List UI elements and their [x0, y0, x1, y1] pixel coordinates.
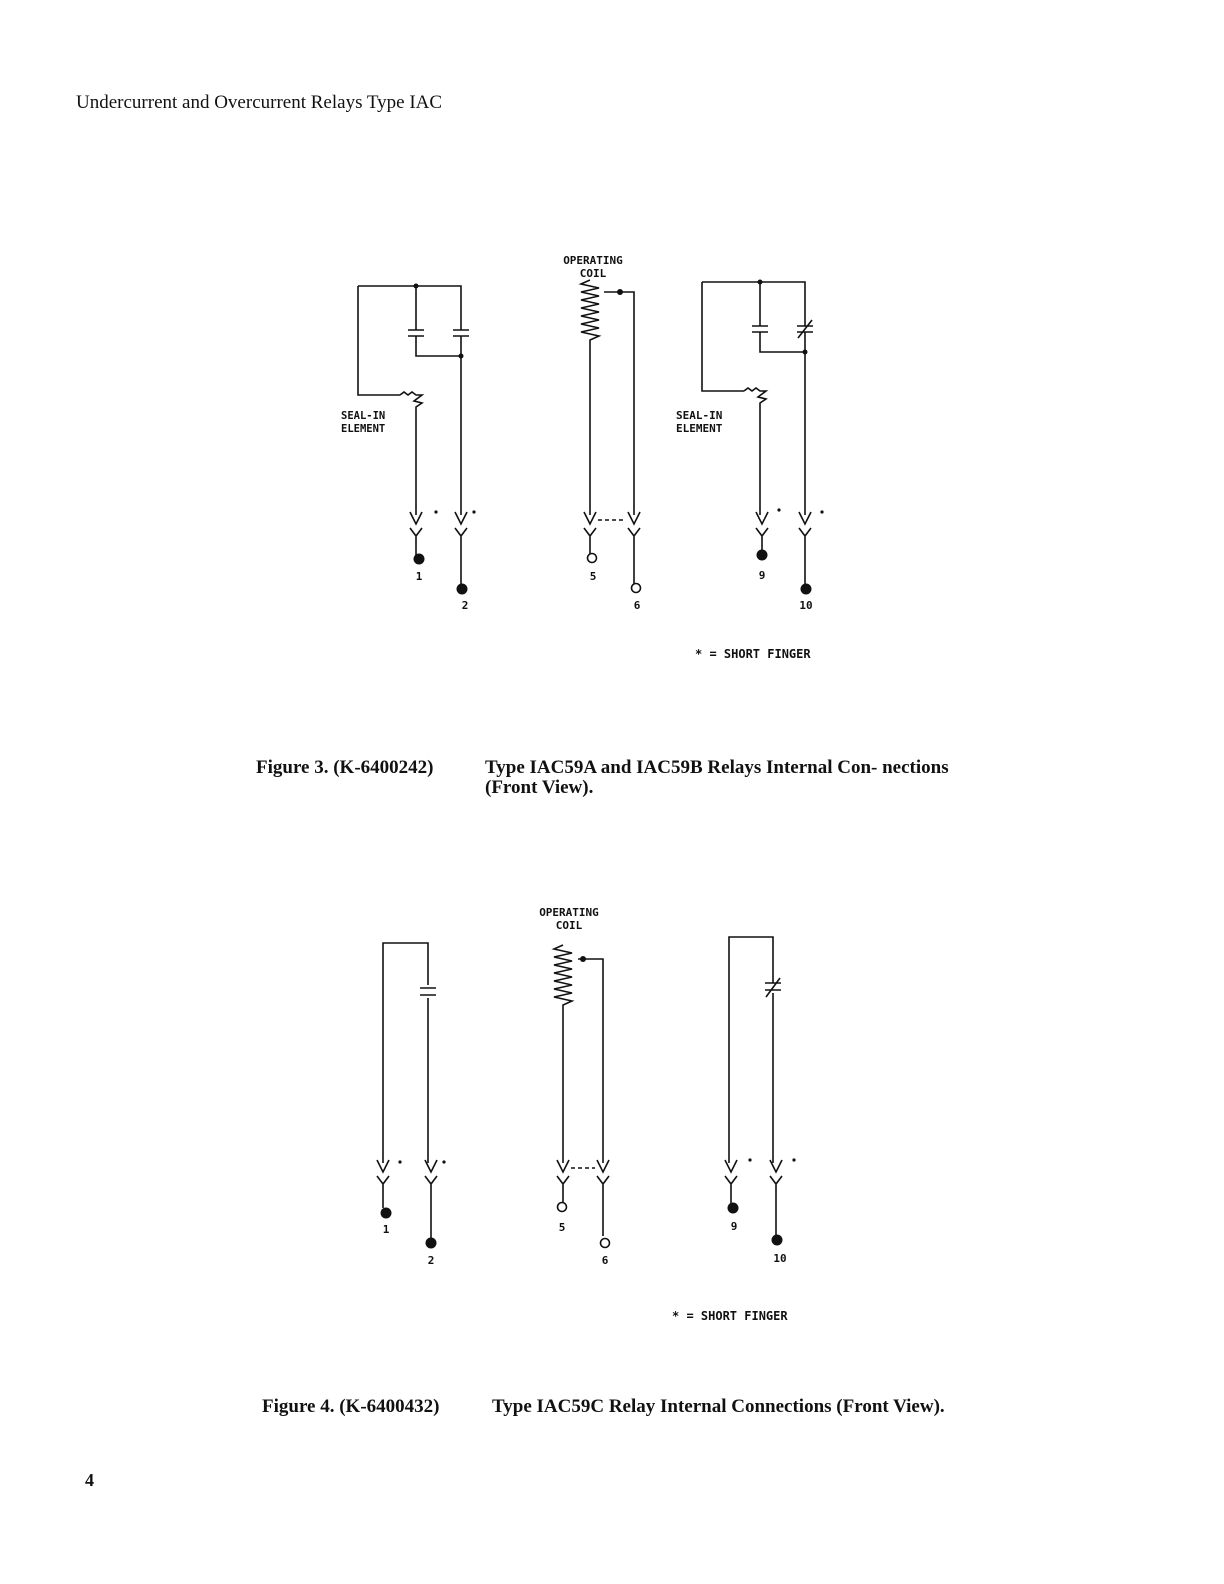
contact-no	[453, 330, 469, 336]
terminal-filled	[414, 554, 425, 565]
figure-3-diagram	[0, 0, 1224, 680]
terminal-filled	[728, 1203, 739, 1214]
finger	[799, 512, 811, 586]
wire	[760, 332, 805, 352]
finger	[756, 512, 768, 552]
terminal-label: 9	[730, 1220, 738, 1233]
page-number: 4	[85, 1470, 94, 1490]
caption-label: Figure 4. (K-6400432)	[262, 1396, 440, 1417]
finger	[597, 1160, 609, 1236]
coil-label: OPERATING	[563, 254, 623, 267]
seal-in-label: SEAL-IN	[341, 410, 386, 422]
terminal-open	[601, 1239, 610, 1248]
junction-dot	[414, 284, 419, 289]
terminal-filled	[772, 1235, 783, 1246]
junction-dot	[459, 354, 464, 359]
terminal-label: 1	[382, 1223, 390, 1236]
short-finger-mark	[792, 1158, 795, 1161]
terminal-open	[632, 584, 641, 593]
figure-3-caption	[256, 758, 956, 802]
junction-dot	[803, 350, 808, 355]
terminal-open	[588, 554, 597, 563]
contact-no	[752, 326, 768, 332]
junction-dot	[617, 289, 623, 295]
terminal-label: 5	[558, 1221, 566, 1234]
figure-4-caption	[262, 1397, 962, 1441]
seal-in-coil	[400, 392, 422, 515]
seal-in-label: SEAL-IN	[676, 409, 723, 422]
page-header: Undercurrent and Overcurrent Relays Type IAC	[76, 92, 443, 113]
terminal-label: 10	[799, 599, 813, 612]
finger	[628, 512, 640, 584]
short-finger-mark	[820, 510, 823, 513]
junction-dot	[758, 280, 763, 285]
coil-label: OPERATING	[539, 906, 599, 919]
terminal-filled	[801, 584, 812, 595]
finger	[410, 512, 422, 556]
terminal-filled	[757, 550, 768, 561]
finger	[455, 512, 467, 586]
wire	[383, 943, 428, 1163]
seal-in-label: ELEMENT	[341, 423, 386, 435]
coil-label: COIL	[579, 267, 607, 280]
caption-text: Type IAC59A and IAC59B Relays Internal Con- nections (Front View).	[485, 757, 949, 798]
terminal-label: 5	[589, 570, 597, 583]
figure-4-diagram	[0, 890, 1224, 1340]
legend: * = SHORT FINGER	[695, 647, 811, 661]
terminal-label: 2	[427, 1254, 435, 1267]
short-finger-mark	[472, 510, 475, 513]
wire	[702, 282, 805, 306]
seal-in-coil	[744, 388, 766, 515]
wire	[358, 286, 461, 306]
wire	[702, 282, 744, 391]
wire	[358, 286, 400, 395]
terminal-open	[558, 1203, 567, 1212]
terminal-label: 1	[415, 570, 423, 583]
terminal-label: 2	[461, 599, 469, 612]
seal-in-label: ELEMENT	[676, 422, 723, 435]
tap-wire	[604, 292, 634, 515]
wire	[729, 937, 773, 1163]
terminal-label: 9	[758, 569, 766, 582]
finger	[725, 1160, 737, 1204]
caption-text: Type IAC59C Relay Internal Connections (Front View).	[492, 1396, 945, 1417]
contact-nc	[408, 330, 424, 336]
finger	[584, 512, 596, 555]
coil-winding	[581, 280, 599, 515]
tap-wire	[578, 959, 603, 1163]
finger	[770, 1160, 782, 1236]
finger	[425, 1160, 437, 1240]
short-finger-mark	[442, 1160, 445, 1163]
finger	[377, 1160, 389, 1208]
caption-label: Figure 3. (K-6400242)	[256, 757, 434, 778]
legend: * = SHORT FINGER	[672, 1309, 788, 1323]
terminal-filled	[381, 1208, 392, 1219]
short-finger-mark	[748, 1158, 751, 1161]
coil-label: COIL	[555, 919, 583, 932]
junction-dot	[580, 956, 586, 962]
terminal-label: 6	[601, 1254, 609, 1267]
contact-no	[420, 988, 436, 995]
terminal-label: 10	[773, 1252, 787, 1265]
coil-winding	[554, 945, 572, 1163]
finger	[557, 1160, 569, 1204]
short-finger-mark	[398, 1160, 401, 1163]
terminal-filled	[457, 584, 468, 595]
wire	[416, 336, 461, 356]
terminal-label: 6	[633, 599, 641, 612]
terminal-filled	[426, 1238, 437, 1249]
short-finger-mark	[434, 510, 437, 513]
short-finger-mark	[777, 508, 780, 511]
